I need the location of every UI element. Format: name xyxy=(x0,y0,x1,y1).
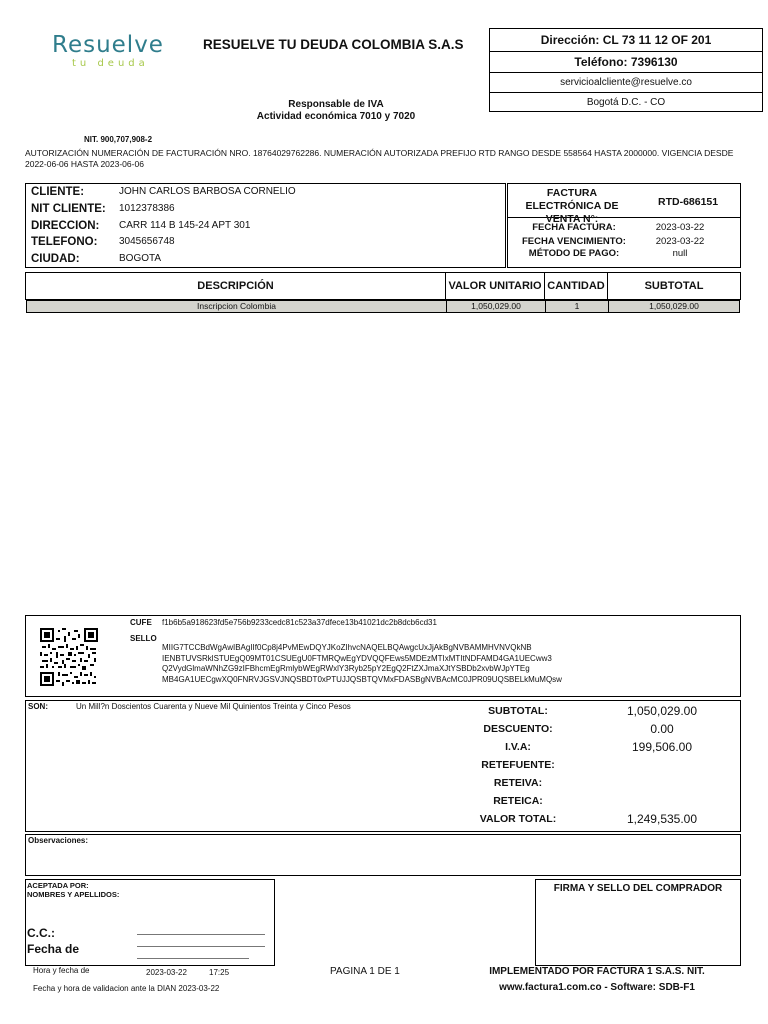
payment-method-label: MÉTODO DE PAGO: xyxy=(528,248,620,259)
company-name: RESUELVE TU DEUDA COLOMBIA S.A.S xyxy=(203,37,464,52)
invoice-title: FACTURA ELECTRÓNICA DE VENTA N°: xyxy=(525,187,619,225)
seal-label: SELLO xyxy=(130,634,157,643)
tax-line-1: Responsable de IVA xyxy=(288,99,384,110)
client-nit: 1012378386 xyxy=(119,203,175,214)
seal-line: MB4GA1UECgwXQ0FNRVJGSVJNQSBDT0xPTUJJQSBTQVMxFDASBgNVBAcMC0JPR09UQSBELkMuMQsw xyxy=(162,674,562,684)
invoice-due: 2023-03-22 xyxy=(655,236,705,247)
subtotal-label: SUBTOTAL: xyxy=(488,705,548,717)
signature-line xyxy=(137,946,265,947)
authorization-text: AUTORIZACIÓN NUMERACIÓN DE FACTURACIÓN NRO. 18764029762286. NUMERACIÓN AUTORIZADA PREFIJO RTD RANGO DESDE 558564 HASTA 2000000. VIGENCIA DESDE 2022-06-06 HASTA 2023-06-06 xyxy=(25,148,734,169)
invoice-due-label: FECHA VENCIMIENTO: xyxy=(522,236,626,247)
header-email: servicioalcliente@resuelve.co xyxy=(489,72,763,93)
table-row xyxy=(26,300,740,313)
seal-line: IENBTUVSRklSTUEgQ09MT01CSUEgU0FTMRQwEgYDVQQFEws5MDEzMTIxMTItNDFAMD4GA1UECww3 xyxy=(162,653,552,663)
logo-word: Resuelve xyxy=(52,32,164,58)
cc-label: C.C.: xyxy=(27,926,55,940)
reteiva-label: RETEIVA: xyxy=(493,777,543,789)
accepted-by-label: ACEPTADA POR: xyxy=(27,881,89,890)
col-unit-value: VALOR UNITARIO xyxy=(446,272,545,300)
row-description: Inscripcion Colombia xyxy=(27,301,447,312)
signature-line xyxy=(137,934,265,935)
signature-line xyxy=(137,958,249,959)
client-city-label: CIUDAD: xyxy=(31,253,80,265)
subtotal-value: 1,050,029.00 xyxy=(626,704,698,718)
total-label: VALOR TOTAL: xyxy=(479,813,557,825)
tax-line-2: Actividad económica 7010 y 7020 xyxy=(256,111,416,122)
logo-subtitle: tu deuda xyxy=(72,58,149,69)
col-quantity: CANTIDAD xyxy=(545,272,608,300)
seal-line: Q2VydGlmaWNhZG9zIFBhcmEgRmlybWEgRWxlY3Ryb25pY2EgQ2FtZXJmaXJtYSBDb2xvbWJpYTEg xyxy=(162,664,530,673)
cufe-value: f1b6b5a918623fd5e756b9233cedc81c523a37dfece13b41021dc2b8dcb6cd31 xyxy=(162,618,437,627)
iva-value: 199,506.00 xyxy=(631,740,693,754)
row-subtotal: 1,050,029.00 xyxy=(649,301,699,311)
implemented-by: IMPLEMENTADO POR FACTURA 1 S.A.S. NIT. xyxy=(489,966,705,977)
software-info: www.factura1.com.co - Software: SDB-F1 xyxy=(499,982,695,993)
footer-hora-label: Hora y fecha de xyxy=(33,966,90,975)
cufe-label: CUFE xyxy=(130,618,152,627)
reteica-label: RETEICA: xyxy=(493,795,543,807)
invoice-date-label: FECHA FACTURA: xyxy=(532,222,616,233)
client-address-label: DIRECCION: xyxy=(31,220,100,232)
invoice-date: 2023-03-22 xyxy=(655,222,705,233)
invoice-number: RTD-686151 xyxy=(658,196,719,208)
header-city: Bogotá D.C. - CO xyxy=(489,92,763,112)
col-description: DESCRIPCIÓN xyxy=(26,272,446,300)
client-name: JOHN CARLOS BARBOSA CORNELIO xyxy=(119,186,296,197)
total-value: 1,249,535.00 xyxy=(626,812,698,826)
seal-value xyxy=(162,643,562,685)
qr-code xyxy=(40,628,98,686)
client-phone-label: TELEFONO: xyxy=(31,236,98,248)
row-unit-value: 1,050,029.00 xyxy=(447,301,546,312)
header-address: Dirección: CL 73 11 12 OF 201 xyxy=(489,28,763,52)
client-name-label: CLIENTE: xyxy=(31,186,85,198)
col-subtotal: SUBTOTAL xyxy=(644,280,704,292)
accepted-by xyxy=(27,881,119,899)
son-label: SON: xyxy=(28,702,48,711)
son-text: Un Mill?n Doscientos Cuarenta y Nueve Mil Quinientos Treinta y Cinco Pesos xyxy=(76,702,351,711)
seal-line: MIIG7TCCBdWgAwIBAgIIf0Cp8j4PvMEwDQYJKoZIhvcNAQELBQAwgcUxJjAkBgNVBAMMHVNVQkNB xyxy=(162,643,532,652)
dian-validation: Fecha y hora de validacion ante la DIAN 2023-03-22 xyxy=(33,984,220,993)
footer-time: 17:25 xyxy=(209,968,230,977)
company-logo xyxy=(52,32,182,72)
discount-value: 0.00 xyxy=(650,722,674,736)
iva-label: I.V.A: xyxy=(505,741,531,753)
footer-date: 2023-03-22 xyxy=(146,968,187,977)
observations-box xyxy=(25,834,741,876)
names-label: NOMBRES Y APELLIDOS: xyxy=(27,890,120,899)
company-nit: NIT. 900,707,908-2 xyxy=(84,135,153,144)
header-phone: Teléfono: 7396130 xyxy=(489,51,763,73)
row-quantity: 1 xyxy=(546,301,609,312)
client-phone: 3045656748 xyxy=(119,236,175,247)
payment-method: null xyxy=(672,248,688,259)
client-nit-label: NIT CLIENTE: xyxy=(31,203,106,215)
observations-label: Observaciones: xyxy=(28,836,89,845)
fecha-label: Fecha de xyxy=(27,942,80,956)
discount-label: DESCUENTO: xyxy=(483,723,553,735)
tax-regime xyxy=(236,99,436,123)
buyer-signature-label: FIRMA Y SELLO DEL COMPRADOR xyxy=(553,883,723,894)
page-indicator: PAGINA 1 DE 1 xyxy=(330,966,400,977)
client-address: CARR 114 B 145-24 APT 301 xyxy=(119,220,251,231)
retefuente-label: RETEFUENTE: xyxy=(481,759,555,771)
client-city: BOGOTA xyxy=(119,253,162,264)
